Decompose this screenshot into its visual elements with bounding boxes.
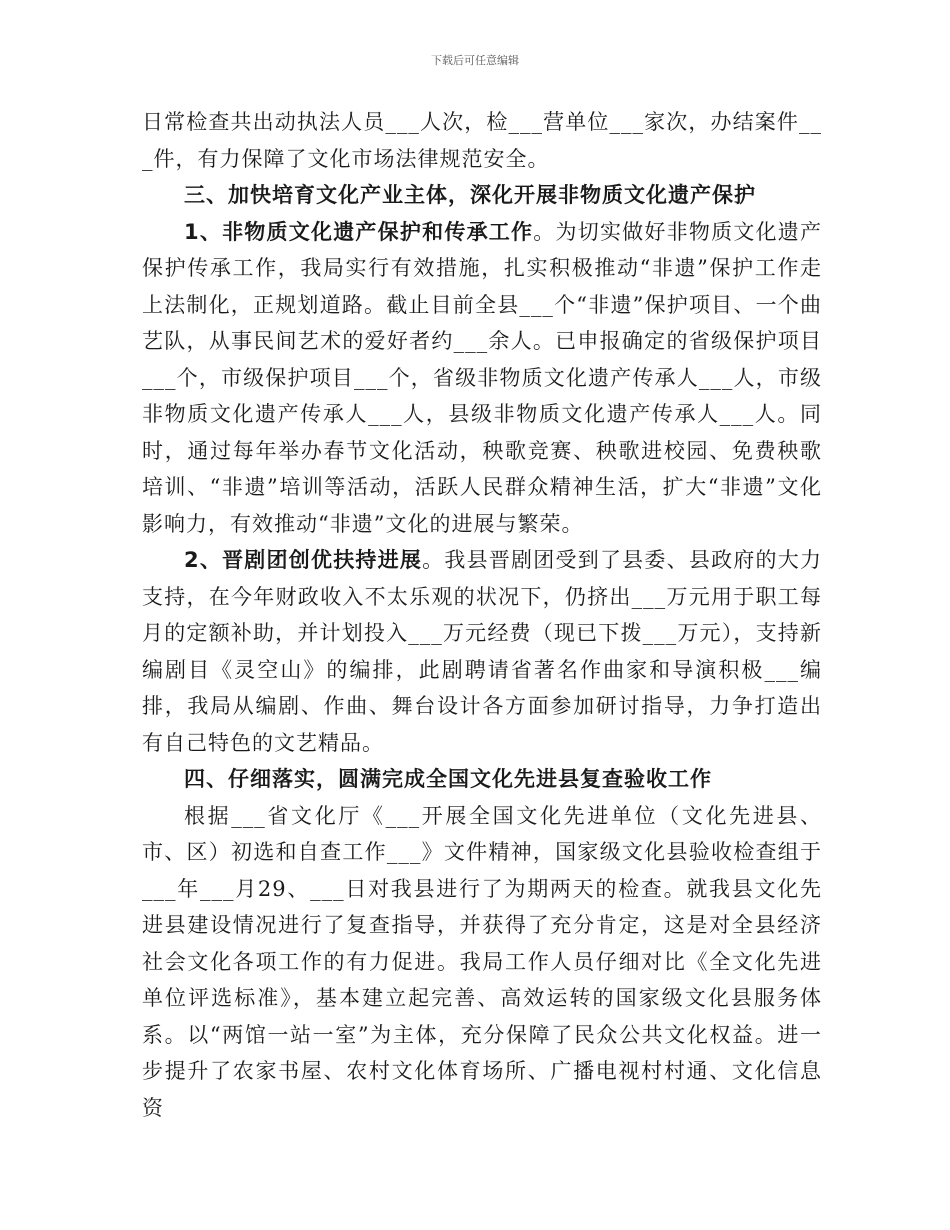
paragraph-heritage-body: 。为切实做好非物质文化遗产保护传承工作，我局实行有效措施，扎实积极推动“非遗”保护工作走上法制化，正规划道路。截止目前全县___个“非遗”保护项目、一个曲艺队，从事民间艺术的爱好者约___余人。已申报确定的省级保护项目___个，市级保护项目___个，省级非物质文化遗产传承人___人，市级非物质文化遗产传承人___人，县级非物质文化遗产传承人___人。同时，通过每年举办春节文化活动，秧歌竞赛、秧歌进校园、免费秧歌培训、“非遗”培训等活动，活跃人民群众精神生活，扩大“非遗”文化影响力，有效推动“非遗”文化的进展与繁荣。 xyxy=(142,219,822,536)
subheading-opera: 2、晋剧团创优扶持进展 xyxy=(184,548,423,572)
paragraph-inspection: 根据___省文化厅《___开展全国文化先进单位（文化先进县、市、区）初选和自查工作___》文件精神，国家级文化县验收检查组于___年___月29、___日对我县进行了为期两天的检查。就我县文化先进县建设情况进行了复查指导，并获得了充分肯定，这是对全县经济社会文化各项工作的有力促进。我局工作人员仔细对比《全文化先进单位评选标准》，基本建立起完善、高效运转的国家级文化县服务体系。以“两馆一站一室”为主体，充分保障了民众公共文化权益。进一步提升了农家书屋、农村文化体育场所、广播电视村村通、文化信息资 xyxy=(142,803,822,1120)
paragraph-opera-body: 。我县晋剧团受到了县委、县政府的大力支持，在今年财政收入不太乐观的状况下，仍挤出___万元用于职工每月的定额补助，并计划投入___万元经费（现已下拨___万元），支持新编剧目《灵空山》的编排，此剧聘请省著名作曲家和导演积极___编排，我局从编剧、作曲、舞台设计各方面参加研讨指导，力争打造出有自己特色的文艺精品。 xyxy=(142,548,822,755)
page-header: 下载后可任意编辑 xyxy=(431,54,519,67)
paragraph-law-enforcement: 日常检查共出动执法人员___人次，检___营单位___家次，办结案件___件，有力保障了文化市场法律规范安全。 xyxy=(142,110,822,171)
subheading-heritage: 1、非物质文化遗产保护和传承工作 xyxy=(184,219,534,244)
document-body xyxy=(142,104,822,1126)
paragraph-intangible-heritage xyxy=(142,214,822,543)
paragraph-opera-troupe xyxy=(142,542,822,761)
section-heading-3: 三、加快培育文化产业主体，深化开展非物质文化遗产保护 xyxy=(184,183,756,207)
section-heading-4: 四、仔细落实，圆满完成全国文化先进县复查验收工作 xyxy=(184,767,712,791)
